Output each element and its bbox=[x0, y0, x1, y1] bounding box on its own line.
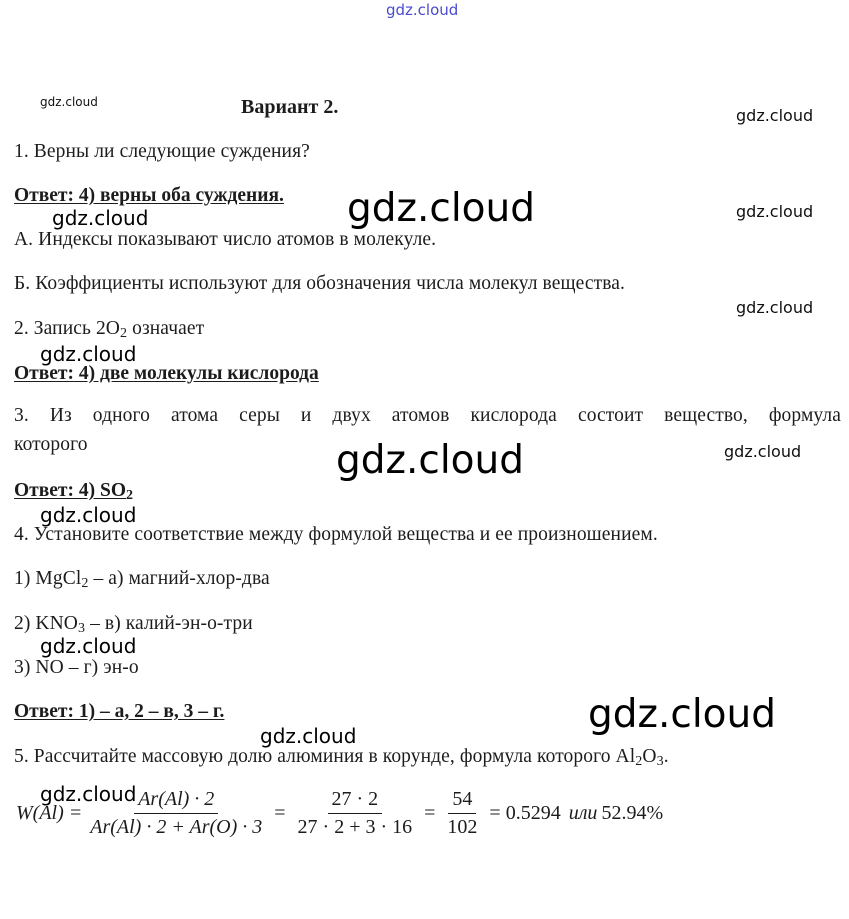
watermark: gdz.cloud bbox=[736, 202, 814, 221]
question-4: 4. Установите соответствие между формулой вещества и ее произношением. bbox=[14, 524, 658, 545]
answer-1: Ответ: 4) верны оба суждения. bbox=[14, 185, 284, 206]
statement-a: А. Индексы показывают число атомов в молекуле. bbox=[14, 229, 437, 250]
formula-or: или bbox=[568, 802, 598, 824]
question-3-line-1: 3. Из одного атома серы и двух атомов кислорода состоит вещество, формула bbox=[14, 405, 841, 426]
fraction-2 bbox=[294, 788, 417, 839]
watermark: gdz.cloud bbox=[40, 634, 137, 658]
fraction-1-denominator: Ar(Al) · 2 + Ar(O) · 3 bbox=[90, 816, 263, 838]
match-item-2 bbox=[14, 613, 253, 635]
subscript: 2 bbox=[635, 753, 643, 770]
watermark: gdz.cloud bbox=[40, 342, 137, 366]
equals-sign: = bbox=[424, 802, 436, 824]
watermark: gdz.cloud bbox=[736, 298, 814, 317]
answer-3 bbox=[14, 480, 133, 502]
formula-percent: 52.94% bbox=[601, 802, 664, 824]
question-1: 1. Верны ли следующие суждения? bbox=[14, 141, 310, 162]
period: . bbox=[663, 746, 669, 767]
watermark: gdz.cloud bbox=[40, 95, 98, 109]
formula-lhs: W(Al) = bbox=[16, 802, 83, 824]
watermark: gdz.cloud bbox=[260, 724, 357, 748]
subscript: 2 bbox=[81, 575, 89, 592]
watermark: gdz.cloud bbox=[40, 503, 137, 527]
question-5 bbox=[14, 746, 669, 768]
match-item-1-text: – а) магний-хлор-два bbox=[88, 568, 270, 589]
match-item-2-text: – в) калий-эн-о-три bbox=[85, 613, 253, 634]
subscript: 3 bbox=[656, 753, 664, 770]
subscript: 3 bbox=[77, 620, 86, 637]
answer-3-text: Ответ: 4) SO bbox=[14, 480, 127, 501]
fraction-3-denominator: 102 bbox=[447, 816, 478, 838]
question-5-text: 5. Рассчитайте массовую долю алюминия в корунде, формула которого Al bbox=[14, 746, 636, 767]
fraction-2-numerator: 27 · 2 bbox=[328, 788, 383, 814]
fraction-2-denominator: 27 · 2 + 3 · 16 bbox=[297, 816, 413, 838]
question-2 bbox=[14, 318, 204, 340]
question-3-line-2: которого bbox=[14, 434, 88, 455]
statement-b: Б. Коэффициенты используют для обозначения числа молекул вещества. bbox=[14, 273, 626, 294]
equals-sign: = bbox=[274, 802, 286, 824]
mass-fraction-formula bbox=[16, 788, 663, 839]
formula-result: = 0.5294 bbox=[489, 802, 561, 824]
watermark: gdz.cloud bbox=[347, 186, 535, 231]
watermark: gdz.cloud bbox=[724, 442, 802, 461]
fraction-1 bbox=[86, 788, 266, 839]
match-item-1-formula: 1) MgCl bbox=[14, 568, 82, 589]
watermark: gdz.cloud bbox=[40, 782, 137, 806]
watermark: gdz.cloud bbox=[336, 438, 524, 483]
watermark: gdz.cloud bbox=[588, 692, 776, 737]
answer-4: Ответ: 1) – а, 2 – в, 3 – г. bbox=[14, 701, 225, 722]
fraction-3 bbox=[443, 788, 481, 839]
formula-oxygen: O bbox=[642, 746, 657, 767]
answer-2: Ответ: 4) две молекулы кислорода bbox=[14, 363, 319, 384]
match-item-3: 3) NO – г) эн-о bbox=[14, 657, 139, 678]
match-item-1 bbox=[14, 568, 270, 590]
subscript: 2 bbox=[126, 487, 134, 504]
watermark: gdz.cloud bbox=[736, 106, 814, 125]
question-2-text-end: означает bbox=[127, 318, 205, 339]
question-2-text: 2. Запись 2O bbox=[14, 318, 120, 339]
watermark: gdz.cloud bbox=[52, 206, 149, 230]
top-watermark: gdz.cloud bbox=[386, 1, 459, 19]
subscript: 2 bbox=[120, 325, 128, 342]
match-item-2-formula: 2) KNO bbox=[14, 613, 78, 634]
fraction-1-numerator: Ar(Al) · 2 bbox=[134, 788, 218, 814]
page-title: Вариант 2. bbox=[241, 96, 339, 118]
fraction-3-numerator: 54 bbox=[448, 788, 476, 814]
